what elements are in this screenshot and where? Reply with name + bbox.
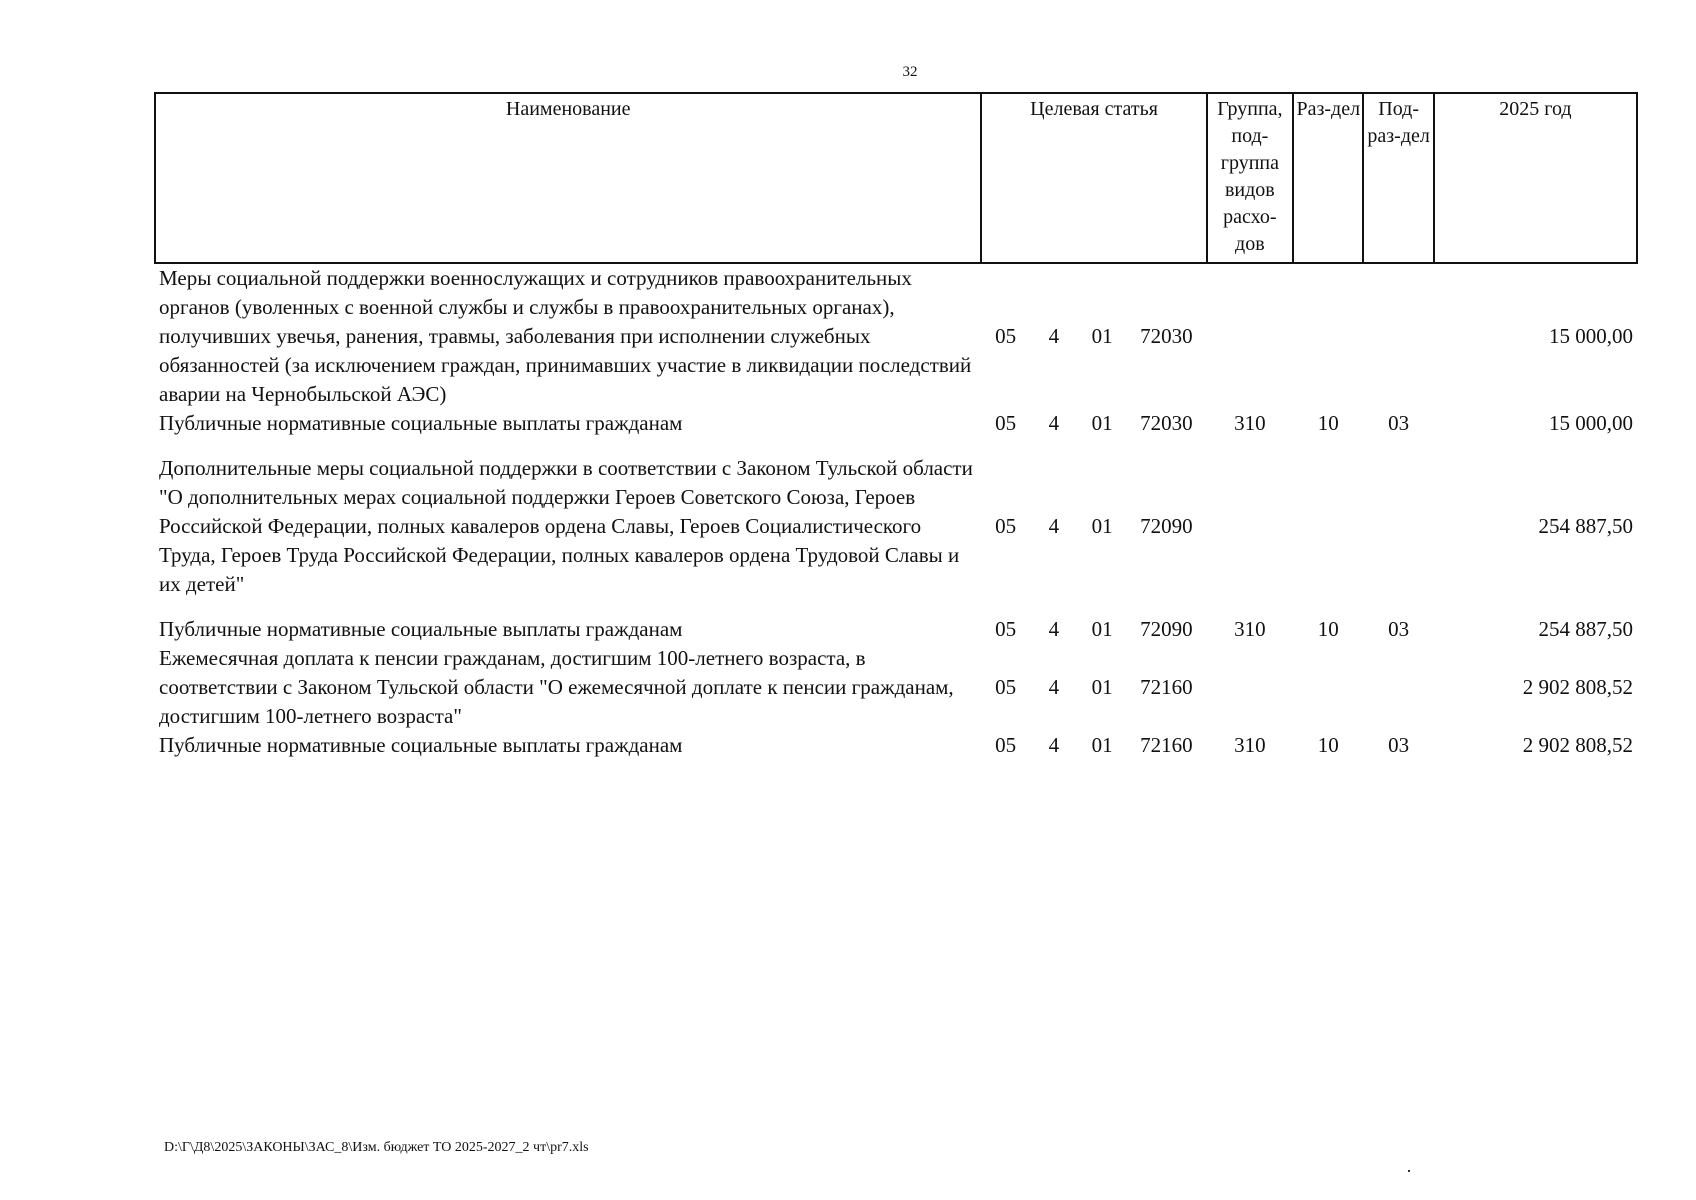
row-code-4: 72030 <box>1140 411 1193 435</box>
row-razdel: 10 <box>1317 411 1339 435</box>
row-code-1: 05 <box>995 675 1017 699</box>
table-row <box>155 615 1637 644</box>
row-code-3: 01 <box>1091 411 1113 435</box>
header-podrazdel: Под-раз-дел <box>1363 93 1433 263</box>
budget-table <box>154 92 1638 760</box>
row-group <box>1207 263 1293 409</box>
row-code-3: 01 <box>1091 675 1113 699</box>
row-sum: 254 887,50 <box>1538 617 1633 641</box>
row-code-2: 4 <box>1048 675 1060 699</box>
row-code-3: 01 <box>1091 733 1113 757</box>
row-group: 310 <box>1234 617 1266 641</box>
row-code-2: 4 <box>1048 733 1060 757</box>
row-code-4: 72090 <box>1140 514 1193 538</box>
row-name: Публичные нормативные социальные выплаты гражданам <box>159 411 683 435</box>
row-sum: 2 902 808,52 <box>1522 733 1633 757</box>
row-razdel <box>1293 644 1363 731</box>
row-razdel: 10 <box>1317 617 1339 641</box>
row-code-1: 05 <box>995 324 1017 348</box>
header-year: 2025 год <box>1434 93 1637 263</box>
row-sum: 15 000,00 <box>1549 411 1633 435</box>
row-name: Дополнительные меры социальной поддержки в соответствии с Законом Тульской области "О дополнительных мерах социальной поддержки Героев Советского Союза, Героев Российской Федерации, полных кавалеров ордена Славы, Героев Социалистического Труда, Героев Труда Российской Федерации, полных кавалеров ордена Трудовой Славы и их детей" <box>159 456 973 596</box>
row-group: 310 <box>1234 733 1266 757</box>
header-name: Наименование <box>155 93 981 263</box>
row-code-2: 4 <box>1048 617 1060 641</box>
table-header-row <box>155 93 1637 263</box>
row-sum: 254 887,50 <box>1538 514 1633 538</box>
row-name: Публичные нормативные социальные выплаты гражданам <box>159 733 683 757</box>
table-row <box>155 438 1637 615</box>
header-target-article: Целевая статья <box>981 93 1206 263</box>
row-podrazdel <box>1363 644 1433 731</box>
table-row <box>155 263 1637 409</box>
row-code-2: 4 <box>1048 324 1060 348</box>
row-razdel: 10 <box>1317 733 1339 757</box>
row-podrazdel: 03 <box>1388 733 1410 757</box>
row-name: Ежемесячная доплата к пенсии гражданам, достигшим 100-летнего возраста, в соответствии с Законом Тульской области "О ежемесячной доплате к пенсии гражданам, достигшим 100-летнего возраста" <box>159 646 954 728</box>
table-row <box>155 409 1637 438</box>
row-razdel <box>1293 438 1363 615</box>
scan-dot <box>1408 1170 1410 1172</box>
row-group: 310 <box>1234 411 1266 435</box>
row-podrazdel <box>1363 438 1433 615</box>
header-expense-group: Группа, под-группа видов расхо-дов <box>1207 93 1293 263</box>
row-code-3: 01 <box>1091 617 1113 641</box>
row-code-2: 4 <box>1048 411 1060 435</box>
row-code-3: 01 <box>1091 514 1113 538</box>
row-code-4: 72030 <box>1140 324 1193 348</box>
row-code-1: 05 <box>995 411 1017 435</box>
row-code-1: 05 <box>995 617 1017 641</box>
row-razdel <box>1293 263 1363 409</box>
row-code-4: 72160 <box>1140 733 1193 757</box>
row-podrazdel: 03 <box>1388 411 1410 435</box>
footer-file-path: D:\Г\Д8\2025\ЗАКОНЫ\ЗАС_8\Изм. бюджет ТО 2025-2027_2 чт\pr7.xls <box>164 1140 589 1155</box>
row-code-1: 05 <box>995 733 1017 757</box>
row-podrazdel: 03 <box>1388 617 1410 641</box>
page-number: 32 <box>902 64 918 80</box>
row-code-2: 4 <box>1048 514 1060 538</box>
row-group <box>1207 644 1293 731</box>
row-sum: 2 902 808,52 <box>1522 675 1633 699</box>
row-group <box>1207 438 1293 615</box>
row-code-3: 01 <box>1091 324 1113 348</box>
row-name: Меры социальной поддержки военнослужащих и сотрудников правоохранительных органов (уволенных с военной службы и службы в правоохранительных органах), получивших увечья, ранения, травмы, заболевания при исполнении служебных обязанностей (за исключением граждан, принимавших участие в ликвидации последствий аварии на Чернобыльской АЭС) <box>159 266 972 406</box>
row-code-4: 72160 <box>1140 675 1193 699</box>
row-code-1: 05 <box>995 514 1017 538</box>
table-row <box>155 731 1637 760</box>
table-row <box>155 644 1637 731</box>
header-razdel: Раз-дел <box>1293 93 1363 263</box>
row-sum: 15 000,00 <box>1549 324 1633 348</box>
row-code-4: 72090 <box>1140 617 1193 641</box>
row-podrazdel <box>1363 263 1433 409</box>
row-name: Публичные нормативные социальные выплаты гражданам <box>159 617 683 641</box>
